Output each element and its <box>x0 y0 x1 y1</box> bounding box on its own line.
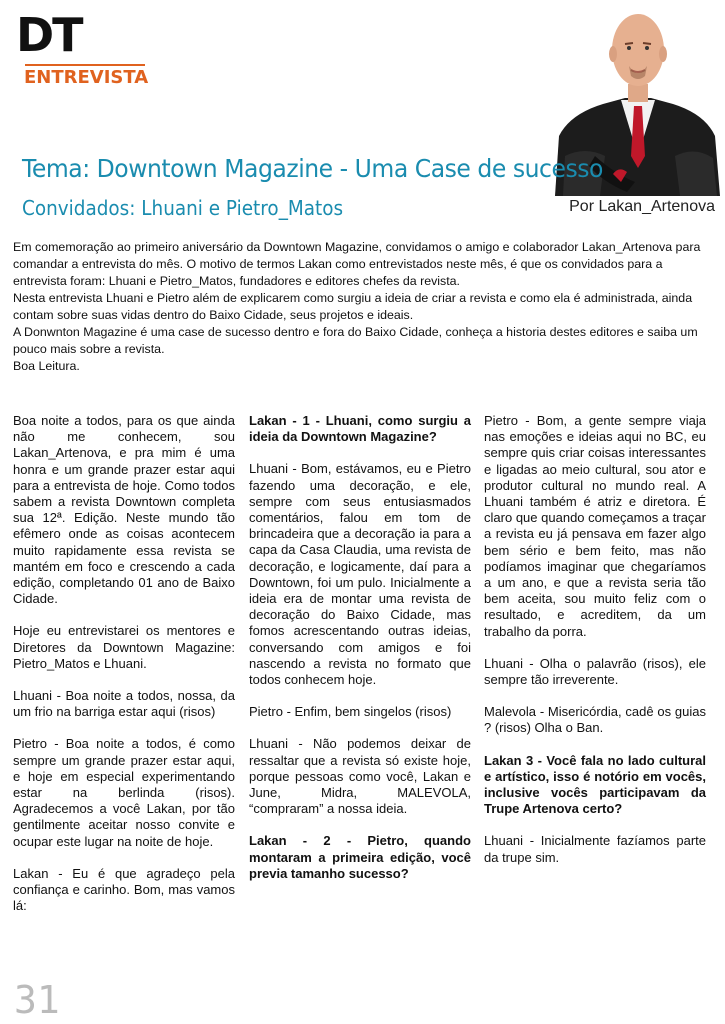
paragraph: Boa noite a todos, para os que ainda não me conhecem, sou Lakan_Artenova, e pra mim é uma honra e um grande prazer estar aqui para a entrevista de hoje. Como todos sabem a revista Downtown completa sua 12ª. Edição. Neste mundo tão efêmero onde as coisas acontecem muito rapidamente essa revista se mantém em foco e crescendo a cada edição, completando 01 ano de Baixo Cidade. <box>13 413 235 607</box>
intro-paragraph <box>13 239 713 375</box>
paragraph: Pietro - Boa noite a todos, é como sempre um grande prazer estar aqui, e hoje em especial experimentando estar na berlinda (risos). Agradecemos a você Lakan, por tão gentilmente aceitar nosso convite e ocupar este lugar na noite de hoje. <box>13 736 235 849</box>
column-1 <box>13 413 235 930</box>
page-number: 31 <box>14 978 60 1022</box>
logo-entrevista: ENTREVISTA <box>24 67 149 88</box>
article-title: Tema: Downtown Magazine - Uma Case de sucesso <box>22 154 603 183</box>
intro-line: Em comemoração ao primeiro aniversário da Downtown Magazine, convidamos o amigo e colaborador Lakan_Artenova para comandar a entrevista do mês. O motivo de termos Lakan como entrevistados neste mês, é que os convidados para a entrevista foram: Lhuani e Pietro_Matos, fundadores e editores chefes da revista. <box>13 240 701 288</box>
question: Lakan - 1 - Lhuani, como surgiu a ideia da Downtown Magazine? <box>249 413 471 445</box>
answer: Lhuani - Olha o palavrão (risos), ele sempre tão irreverente. <box>484 655 706 688</box>
logo-dt: DT <box>16 8 82 62</box>
answer: Pietro - Enfim, bem singelos (risos) <box>249 704 452 720</box>
question: Lakan 3 - Você fala no lado cultural e artístico, isso é notório em vocês, inclusive vocês participavam da Trupe Artenova certo? <box>484 752 706 817</box>
column-2 <box>249 413 471 898</box>
answer: Lhuani - Não podemos deixar de ressaltar que a revista só existe hoje, porque pessoas como você, Lakan e June, Midra, MALEVOLA, “compraram” a nossa ideia. <box>249 736 471 817</box>
paragraph: Hoje eu entrevistarei os mentores e Diretores da Downtown Magazine: Pietro_Matos e Lhuani. <box>13 623 235 671</box>
magazine-logo <box>16 8 149 88</box>
intro-line: A Donwnton Magazine é uma case de sucesso dentro e fora do Baixo Cidade, conheça a historia destes editores e saiba um pouco mais sobre a revista. <box>13 325 698 356</box>
logo-underline <box>25 64 145 66</box>
answer: Lhuani - Bom, estávamos, eu e Pietro fazendo uma decoração, e ele, sempre com seus entusiasmados comentários, falou em tom de brincadeira que a decoração ia para a capa da Casa Claudia, uma revista de decoração, e logicamente, daí para a Downtown, foi um pulo. Inicialmente a ideia era de montar uma revista de decoração do Baixo Cidade, mas fomos acrescentando outras ideias, conversando com amigos e foi nascendo a revista no formato que todos conhecem hoje. <box>249 461 471 688</box>
article-guests: Convidados: Lhuani e Pietro_Matos <box>22 196 344 220</box>
paragraph: Lhuani - Boa noite a todos, nossa, da um frio na barriga estar aqui (risos) <box>13 688 235 720</box>
answer: Pietro - Bom, a gente sempre viaja nas emoções e ideias aqui no BC, eu sempre quis criar coisas interessantes e ligadas ao meio cultural, sou ator e produtor cultural no mundo real. A Lhuani também é atriz e diretora. É claro que quando começamos a traçar a revista eu já pensava em fazer algo bem sério e bem feito, mas não podíamos imaginar que chegaríamos a um ano, e que a revista seria tão bem aceita, sou muito feliz com o resultado, e acreditem, da um trabalho da porra. <box>484 413 706 639</box>
intro-line: Boa Leitura. <box>13 359 80 373</box>
author-byline: Por Lakan_Artenova <box>569 198 715 215</box>
question: Lakan - 2 - Pietro, quando montaram a primeira edição, você previa tamanho sucesso? <box>249 833 471 881</box>
answer: Malevola - Misericórdia, cadê os guias ? (risos) Olha o Ban. <box>484 704 706 736</box>
paragraph: Lakan - Eu é que agradeço pela confiança e carinho. Bom, mas vamos lá: <box>13 865 235 914</box>
column-3 <box>484 413 706 882</box>
intro-line: Nesta entrevista Lhuani e Pietro além de explicarem como surgiu a ideia de criar a revista e como ela é administrada, ainda contam sobre suas vidas dentro do Baixo Cidade, seus projetos e ideais. <box>13 291 693 322</box>
answer: Lhuani - Inicialmente fazíamos parte da trupe sim. <box>484 833 706 865</box>
